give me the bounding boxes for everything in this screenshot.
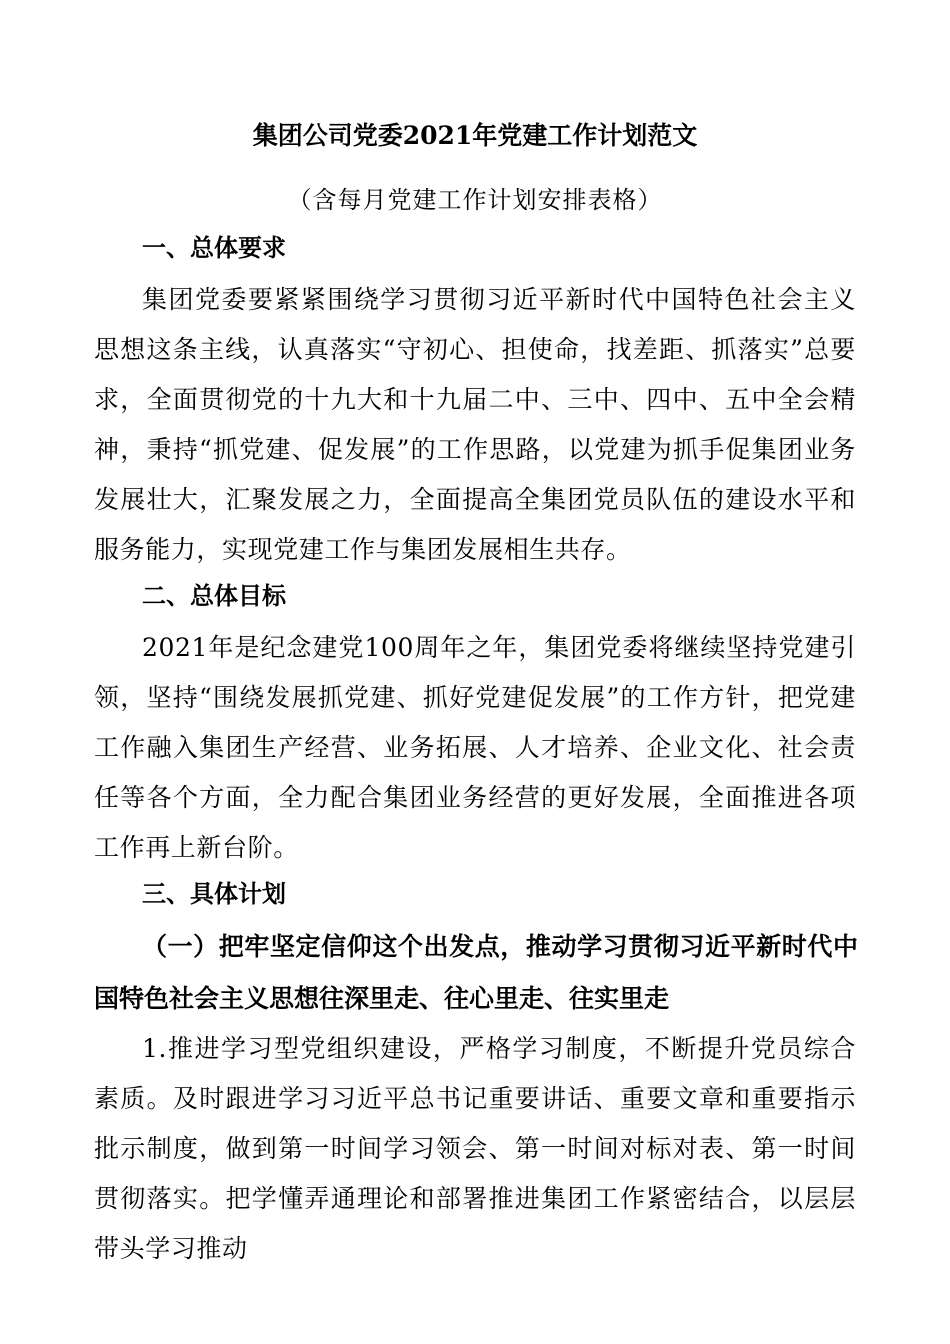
section-heading-specific-plan: 三、具体计划 <box>142 879 286 908</box>
document-title: 集团公司党委2021年党建工作计划范文 <box>252 121 698 150</box>
plan-item-1-paragraph: 1.推进学习型党组织建设，严格学习制度，不断提升党员综合素质。及时跟进学习习近平总书记重要讲话、重要文章和重要指示批示制度，做到第一时间学习领会、第一时间对标对表、第一时间贯彻落实。把学懂弄通理论和部署推进集团工作紧密结合，以层层带头学习推动 <box>94 1034 856 1263</box>
document-subtitle: （含每月党建工作计划安排表格） <box>287 186 663 214</box>
subsection-heading-firm-belief: （一）把牢坚定信仰这个出发点，推动学习贯彻习近平新时代中国特色社会主义思想往深里走、往心里走、往实里走 <box>94 932 858 1013</box>
section-paragraph-overall-requirements: 集团党委要紧紧围绕学习贯彻习近平新时代中国特色社会主义思想这条主线，认真落实“守初心、担使命，找差距、抓落实”总要求，全面贯彻党的十九大和十九届二中、三中、四中、五中全会精神，秉持“抓党建、促发展”的工作思路，以党建为抓手促集团业务发展壮大，汇聚发展之力，全面提高全集团党员队伍的建设水平和服务能力，实现党建工作与集团发展相生共存。 <box>94 285 856 564</box>
section-paragraph-overall-goals: 2021年是纪念建党100周年之年，集团党委将继续坚持党建引领，坚持“围绕发展抓党建、抓好党建促发展”的工作方针，把党建工作融入集团生产经营、业务拓展、人才培养、企业文化、社会责任等各个方面，全力配合集团业务经营的更好发展，全面推进各项工作再上新台阶。 <box>94 633 856 862</box>
section-heading-overall-requirements: 一、总体要求 <box>142 233 286 262</box>
section-heading-overall-goals: 二、总体目标 <box>142 581 286 610</box>
